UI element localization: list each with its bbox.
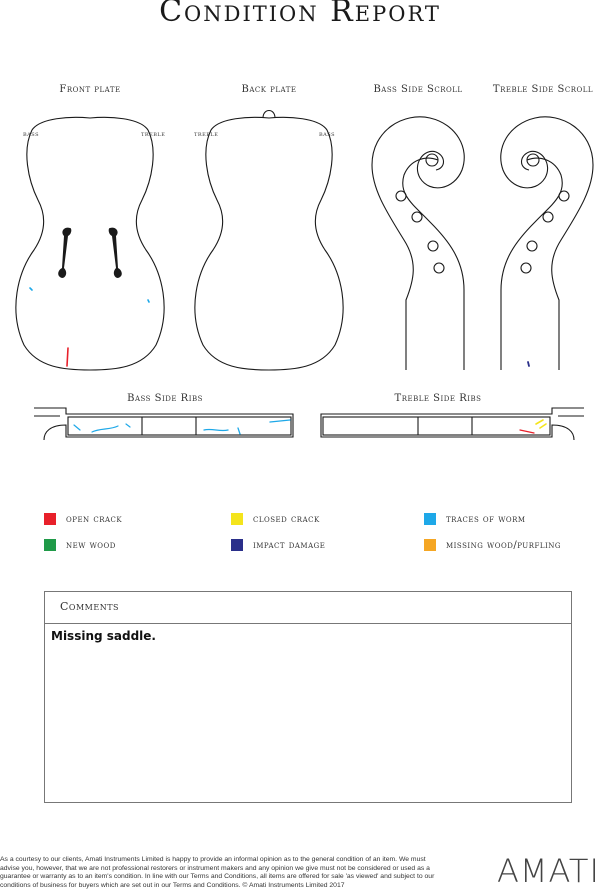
damage-marks [30, 288, 546, 434]
legend-swatch [424, 513, 436, 525]
bass-ribs-outline [34, 408, 293, 440]
legend-swatch [44, 513, 56, 525]
front-plate-outline [16, 117, 164, 370]
legend-closed-crack [231, 513, 320, 525]
bass-side-scroll-label: Bass Side Scroll [373, 84, 463, 95]
bass-scroll-outline [372, 117, 464, 370]
page-title: Condition Report [159, 0, 441, 29]
bass-f-hole [58, 228, 71, 278]
bass-side-ribs-label: Bass Side Ribs [127, 393, 203, 404]
front-treble-label: treble [141, 130, 166, 138]
legend-traces-of-worm [424, 513, 526, 525]
worm-mark [204, 420, 290, 434]
comments-heading: Comments [45, 592, 571, 624]
worm-mark [148, 300, 149, 302]
back-bass-label: bass [319, 130, 336, 138]
legend-label: traces of worm [446, 513, 526, 525]
legend-new-wood [44, 539, 116, 551]
treble-side-scroll-label: Treble Side Scroll [492, 84, 594, 95]
legend-label: new wood [66, 539, 116, 551]
legend-swatch [424, 539, 436, 551]
treble-scroll-outline [501, 117, 593, 370]
legend-impact-damage [231, 539, 325, 551]
legend-label: closed crack [253, 513, 320, 525]
f-holes [58, 228, 122, 278]
legend-swatch [44, 539, 56, 551]
open-crack-mark [520, 430, 534, 433]
disclaimer-text: As a courtesy to our clients, Amati Instruments Limited is happy to provide an informal opinion as to the general condition of an item. We must advise you, however, that we are not professional restorers or instrument makers and any opinion we give must not be considered or used as a guarantee or warranty as to an item's condition. In line with our Terms and Conditions, all items are offered for sale 'as viewed' and subject to our conditions of business for buyers which are set out in our Terms and Conditions. © Amati Instruments Limited 2017 [0, 856, 435, 889]
legend-label: open crack [66, 513, 123, 525]
worm-mark [74, 424, 130, 432]
legend-label: missing wood/purfling [446, 539, 561, 551]
impact-mark [528, 362, 529, 366]
legend-missing-wood [424, 539, 561, 551]
back-treble-label: treble [194, 130, 219, 138]
closed-crack-mark [536, 420, 546, 428]
front-plate-label: Front plate [59, 84, 121, 95]
legend-swatch [231, 513, 243, 525]
treble-f-hole [109, 228, 122, 278]
back-button [263, 111, 275, 119]
back-plate-outline [195, 117, 343, 370]
comments-text[interactable]: Missing saddle. [51, 629, 156, 643]
brand-logo: AMATI [497, 852, 600, 890]
worm-mark [30, 288, 32, 290]
legend-swatch [231, 539, 243, 551]
comments-box [44, 591, 572, 803]
legend-label: impact damage [253, 539, 326, 551]
legend-open-crack [44, 513, 122, 525]
treble-side-ribs-label: Treble Side Ribs [394, 393, 482, 404]
front-bass-label: bass [23, 130, 40, 138]
treble-ribs-outline [321, 408, 584, 440]
open-crack-mark [67, 348, 68, 366]
back-plate-label: Back plate [241, 84, 297, 95]
